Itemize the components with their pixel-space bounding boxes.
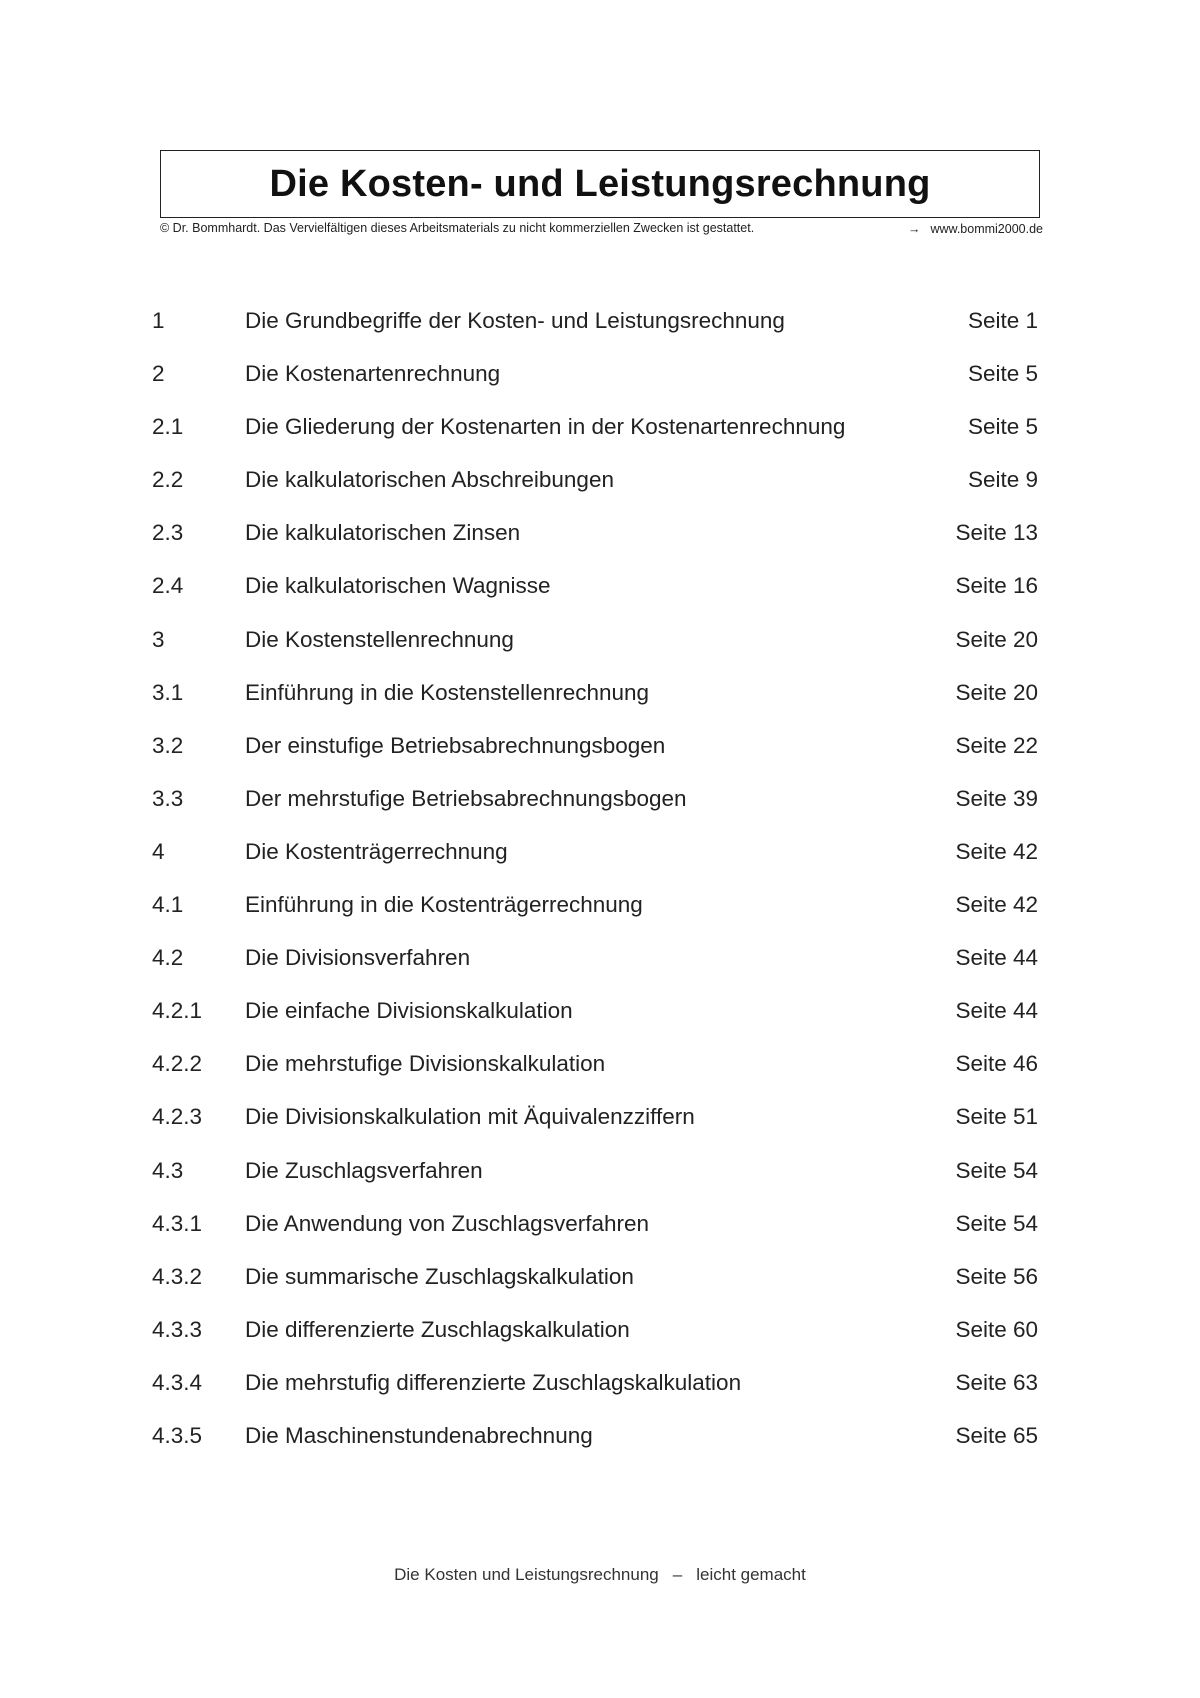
toc-entry-number: 3.2 [152, 732, 184, 758]
toc-entry[interactable] [152, 1370, 1038, 1423]
table-of-contents [152, 308, 1038, 1476]
toc-entry-number: 4.3.1 [152, 1210, 203, 1236]
toc-entry-page: Seite 42 [955, 892, 1038, 918]
toc-entry-page: Seite 22 [955, 732, 1038, 758]
toc-entry-page: Seite 20 [955, 679, 1038, 705]
toc-entry-number: 4.2.3 [152, 1104, 203, 1130]
toc-entry-page: Seite 39 [955, 785, 1038, 811]
copyright-notice: © Dr. Bommhardt. Das Vervielfältigen dieses Arbeitsmaterials zu nicht kommerziellen Zwecken ist gestattet. [160, 221, 755, 235]
toc-entry-page: Seite 65 [955, 1422, 1038, 1448]
toc-entry-title: Die mehrstufig differenzierte Zuschlagskalkulation [245, 1369, 742, 1395]
toc-entry-page: Seite 60 [955, 1316, 1038, 1342]
toc-entry-title: Die Kostenstellenrechnung [245, 626, 514, 652]
toc-entry-number: 4.2 [152, 945, 184, 971]
toc-entry-number: 4.1 [152, 892, 184, 918]
toc-entry-number: 2.2 [152, 467, 184, 493]
toc-entry-page: Seite 63 [955, 1369, 1038, 1395]
toc-entry[interactable] [152, 680, 1038, 733]
toc-entry-page: Seite 56 [955, 1263, 1038, 1289]
toc-entry-title: Die summarische Zuschlagskalkulation [245, 1263, 634, 1289]
toc-entry-number: 4.3 [152, 1157, 184, 1183]
toc-entry-number: 2 [152, 361, 165, 387]
toc-entry-title: Die Divisionsverfahren [245, 945, 471, 971]
toc-entry-title: Die Grundbegriffe der Kosten- und Leistungsrechnung [245, 308, 785, 333]
toc-entry-page: Seite 46 [955, 1051, 1038, 1077]
toc-entry-number: 4.3.4 [152, 1369, 203, 1395]
toc-entry[interactable] [152, 467, 1038, 520]
toc-entry-title: Die Zuschlagsverfahren [245, 1157, 483, 1183]
toc-entry-title: Die differenzierte Zuschlagskalkulation [245, 1316, 630, 1342]
toc-entry[interactable] [152, 892, 1038, 945]
toc-entry-page: Seite 54 [955, 1210, 1038, 1236]
toc-entry[interactable] [152, 1051, 1038, 1104]
toc-entry-page: Seite 16 [955, 573, 1038, 599]
toc-entry-page: Seite 9 [967, 467, 1038, 493]
toc-entry-page: Seite 5 [967, 414, 1038, 440]
toc-entry-title: Die Kostenträgerrechnung [245, 838, 508, 864]
toc-entry-number: 4 [152, 838, 165, 864]
toc-entry-page: Seite 51 [955, 1104, 1038, 1130]
toc-entry[interactable] [152, 361, 1038, 414]
toc-entry-page: Seite 13 [955, 520, 1038, 546]
toc-entry-title: Einführung in die Kostenstellenrechnung [245, 679, 650, 705]
page-title: Die Kosten- und Leistungsrechnung [269, 162, 931, 205]
toc-entry[interactable] [152, 945, 1038, 998]
toc-entry[interactable] [152, 1104, 1038, 1157]
toc-entry-page: Seite 44 [955, 998, 1038, 1024]
toc-entry[interactable] [152, 1158, 1038, 1211]
footer-subtitle: leicht gemacht [696, 1565, 806, 1584]
footer-title: Die Kosten und Leistungsrechnung [394, 1565, 659, 1584]
toc-entry[interactable] [152, 733, 1038, 786]
toc-entry[interactable] [152, 998, 1038, 1051]
toc-entry-number: 4.2.2 [152, 1051, 203, 1077]
toc-entry-title: Die Gliederung der Kostenarten in der Kostenartenrechnung [245, 414, 846, 440]
toc-entry-number: 4.3.5 [152, 1422, 203, 1448]
toc-entry-title: Die kalkulatorischen Zinsen [245, 520, 521, 546]
website-link[interactable]: www.bommi2000.de [930, 222, 1043, 236]
toc-entry-title: Die Kostenartenrechnung [245, 361, 501, 387]
toc-entry-page: Seite 54 [955, 1157, 1038, 1183]
toc-entry-number: 3 [152, 626, 165, 652]
arrow-right-icon: → [907, 222, 921, 236]
toc-entry-number: 2.3 [152, 520, 184, 546]
footer-separator: – [672, 1565, 683, 1584]
toc-entry-number: 4.2.1 [152, 998, 203, 1024]
toc-entry-title: Die Anwendung von Zuschlagsverfahren [245, 1210, 650, 1236]
toc-entry-title: Die Divisionskalkulation mit Äquivalenzziffern [245, 1104, 695, 1130]
toc-entry[interactable] [152, 414, 1038, 467]
toc-entry-title: Die kalkulatorischen Abschreibungen [245, 467, 614, 493]
toc-entry-page: Seite 44 [955, 945, 1038, 971]
toc-entry-title: Der einstufige Betriebsabrechnungsbogen [245, 732, 666, 758]
toc-entry-number: 3.3 [152, 785, 184, 811]
toc-entry-page: Seite 5 [967, 361, 1038, 387]
toc-entry[interactable] [152, 839, 1038, 892]
toc-entry-number: 1 [152, 308, 165, 333]
website-reference [908, 222, 1043, 236]
toc-entry-title: Die kalkulatorischen Wagnisse [245, 573, 551, 599]
title-box [160, 150, 1040, 218]
toc-entry[interactable] [152, 786, 1038, 839]
toc-entry-page: Seite 42 [955, 838, 1038, 864]
toc-entry[interactable] [152, 573, 1038, 626]
toc-entry[interactable] [152, 520, 1038, 573]
toc-entry-title: Der mehrstufige Betriebsabrechnungsbogen [245, 785, 687, 811]
toc-entry-number: 4.3.3 [152, 1316, 203, 1342]
toc-entry[interactable] [152, 1211, 1038, 1264]
toc-entry[interactable] [152, 1317, 1038, 1370]
toc-entry[interactable] [152, 1264, 1038, 1317]
toc-entry[interactable] [152, 1423, 1038, 1476]
toc-entry-title: Die mehrstufige Divisionskalkulation [245, 1051, 606, 1077]
toc-entry[interactable] [152, 308, 1038, 361]
toc-entry-title: Einführung in die Kostenträgerrechnung [245, 892, 643, 918]
toc-entry-title: Die einfache Divisionskalkulation [245, 998, 573, 1024]
toc-entry-number: 3.1 [152, 679, 184, 705]
toc-entry-page: Seite 20 [955, 626, 1038, 652]
toc-entry-number: 4.3.2 [152, 1263, 203, 1289]
toc-entry[interactable] [152, 627, 1038, 680]
toc-entry-page: Seite 1 [967, 308, 1038, 333]
page-footer [0, 1565, 1200, 1585]
toc-entry-number: 2.4 [152, 573, 184, 599]
toc-entry-title: Die Maschinenstundenabrechnung [245, 1422, 593, 1448]
toc-entry-number: 2.1 [152, 414, 184, 440]
